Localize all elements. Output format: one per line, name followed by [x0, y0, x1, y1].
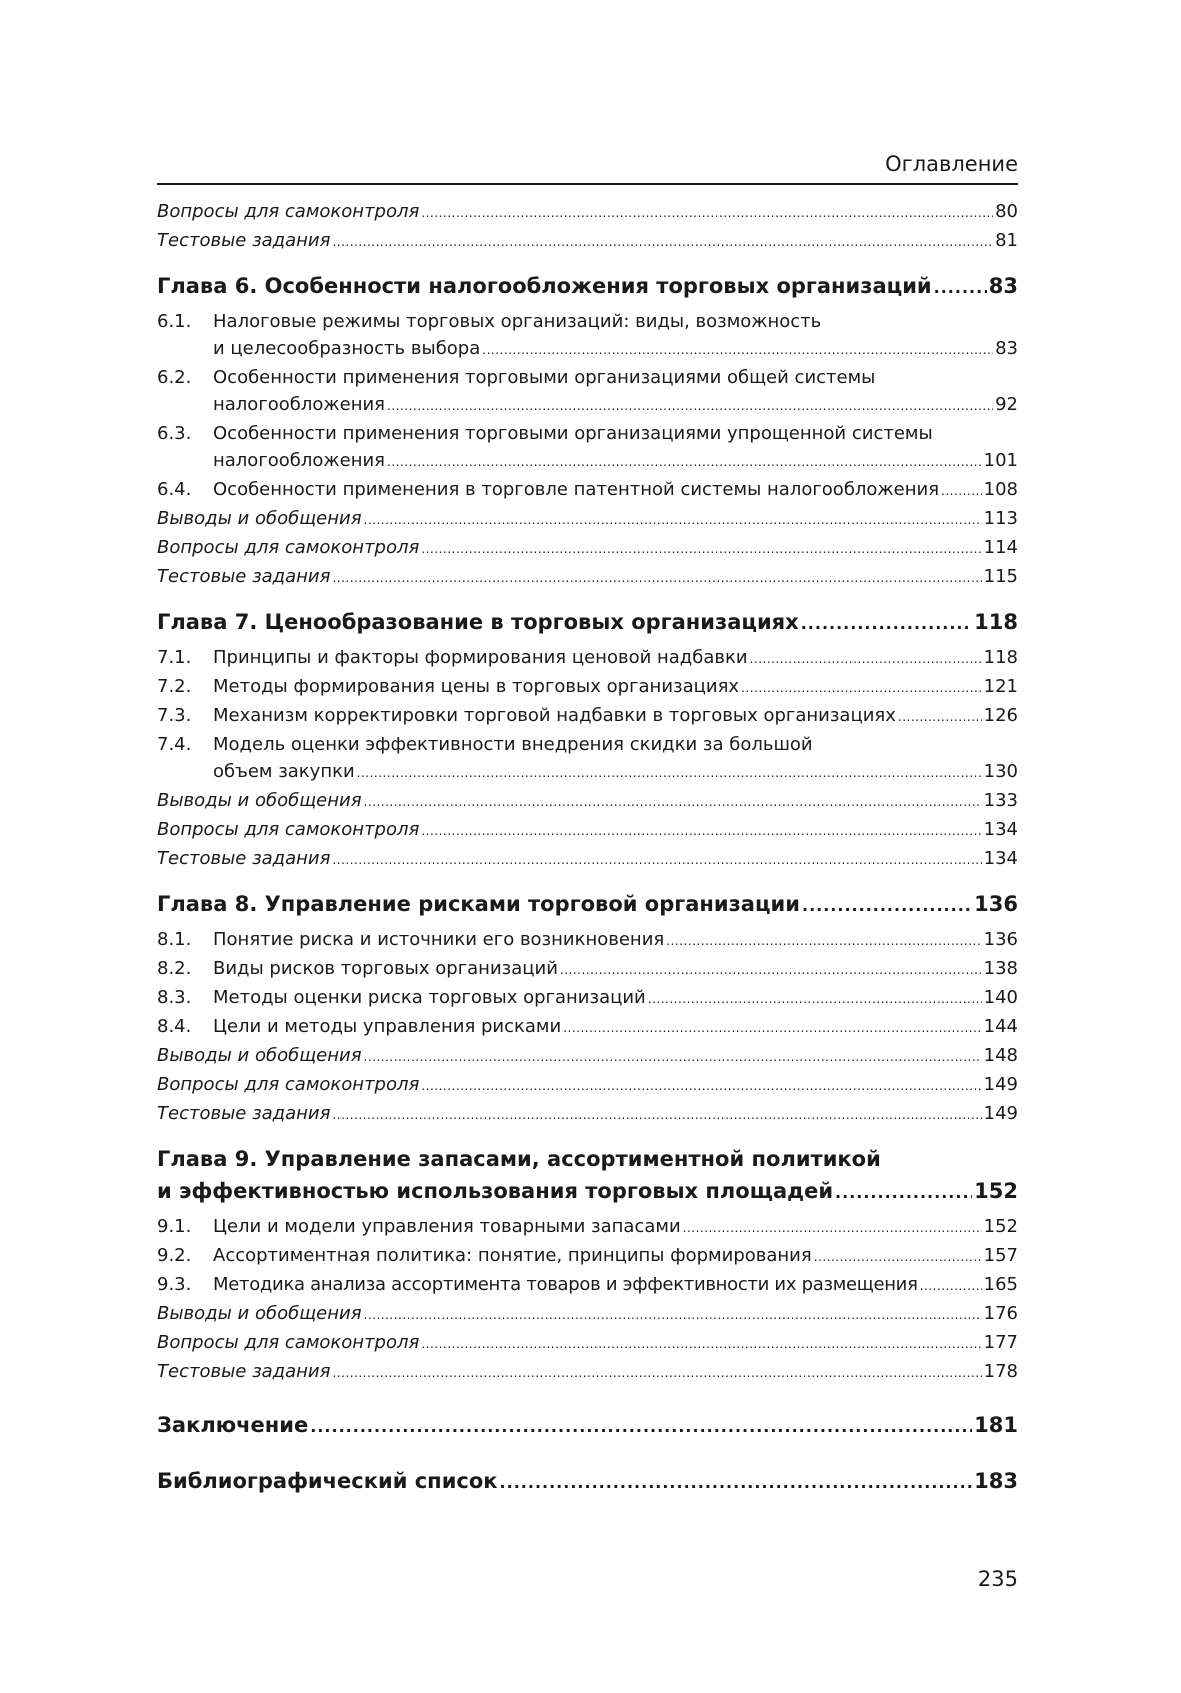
toc-entry-page: 149	[983, 1103, 1018, 1124]
section-title: Методика анализа ассортимента товаров и эффективности их размещения	[213, 1274, 918, 1295]
leader-dots	[364, 789, 982, 816]
chapter-page: 83	[988, 274, 1018, 298]
conclusion-page: 181	[974, 1413, 1018, 1437]
section-title: Механизм корректировки торговой надбавки в торговых организациях	[213, 705, 896, 726]
leader-dots	[332, 1102, 981, 1129]
leader-dots	[648, 986, 982, 1013]
section-title-cont: объем закупки	[213, 761, 355, 782]
bibliography-title: Библиографический список	[157, 1469, 498, 1493]
toc-entry-title: Вопросы для самоконтроля	[157, 1332, 420, 1353]
leader-dots	[563, 1015, 981, 1042]
toc-section-7-1[interactable]	[157, 644, 1018, 673]
section-title-cont: налогообложения	[213, 450, 386, 471]
toc-entry[interactable]	[157, 198, 1018, 227]
chapter-title: Глава 6. Особенности налогообложения торговых организаций	[157, 274, 932, 298]
section-title: Цели и модели управления товарными запасами	[213, 1216, 681, 1237]
toc-entry[interactable]	[157, 563, 1018, 592]
bibliography-page: 183	[974, 1469, 1018, 1493]
running-header	[157, 140, 1018, 185]
section-number: 6.4.	[157, 479, 192, 500]
leader-dots	[332, 847, 981, 874]
toc-entry[interactable]	[157, 1358, 1018, 1387]
leader-dots	[750, 646, 982, 673]
toc-conclusion[interactable]	[157, 1409, 1018, 1443]
toc-section-7-2[interactable]	[157, 673, 1018, 702]
toc-section-9-1[interactable]	[157, 1213, 1018, 1242]
leader-dots	[364, 1044, 982, 1071]
toc-entry-title: Тестовые задания	[157, 1361, 331, 1382]
chapter-title: Глава 9. Управление запасами, ассортиментной политикой	[157, 1147, 881, 1171]
section-number: 6.3.	[157, 423, 192, 444]
leader-dots	[802, 890, 972, 922]
chapter-page: 118	[974, 610, 1018, 634]
section-title-cont: и целесообразность выбора	[213, 338, 481, 359]
section-page: 157	[983, 1245, 1018, 1266]
toc-entry[interactable]	[157, 1300, 1018, 1329]
leader-dots	[364, 507, 982, 534]
toc-bibliography[interactable]	[157, 1465, 1018, 1499]
section-title: Принципы и факторы формирования ценовой надбавки	[213, 647, 748, 668]
toc-page	[157, 140, 1018, 1499]
toc-entry-title: Вопросы для самоконтроля	[157, 1074, 420, 1095]
toc-entry-page: 114	[983, 537, 1018, 558]
toc-chapter-6[interactable]	[157, 270, 1018, 304]
leader-dots	[310, 1411, 972, 1443]
leader-dots	[357, 760, 982, 787]
toc-entry-page: 178	[983, 1361, 1018, 1382]
leader-dots	[421, 200, 993, 227]
toc-entry-page: 133	[983, 790, 1018, 811]
leader-dots	[835, 1177, 972, 1209]
section-title: Виды рисков торговых организаций	[213, 958, 558, 979]
toc-chapter-7[interactable]	[157, 606, 1018, 640]
leader-dots	[500, 1467, 973, 1499]
leader-dots	[421, 818, 981, 845]
section-number: 6.1.	[157, 311, 192, 332]
section-page: 92	[995, 394, 1018, 415]
toc-chapter-8[interactable]	[157, 888, 1018, 922]
toc-section-6-3-line2[interactable]	[157, 447, 1018, 476]
section-number: 8.2.	[157, 958, 192, 979]
toc-chapter-9-line1[interactable]	[157, 1143, 1018, 1175]
section-title: Методы формирования цены в торговых организациях	[213, 676, 740, 697]
toc-entry[interactable]	[157, 1329, 1018, 1358]
chapter-title: Глава 7. Ценообразование в торговых организациях	[157, 610, 799, 634]
leader-dots	[560, 957, 982, 984]
leader-dots	[814, 1244, 982, 1271]
section-number: 9.1.	[157, 1216, 192, 1237]
section-title: Ассортиментная политика: понятие, принципы формирования	[213, 1245, 812, 1266]
section-number: 9.3.	[157, 1274, 192, 1295]
section-number: 7.3.	[157, 705, 192, 726]
leader-dots	[941, 478, 982, 505]
toc-section-7-3[interactable]	[157, 702, 1018, 731]
toc-entry-page: 80	[995, 201, 1018, 222]
section-number: 8.4.	[157, 1016, 192, 1037]
toc-entry-title: Вопросы для самоконтроля	[157, 819, 420, 840]
toc-entry-page: 113	[983, 508, 1018, 529]
chapter-title-cont: и эффективностью использования торговых площадей	[157, 1179, 834, 1203]
section-page: 152	[983, 1216, 1018, 1237]
section-page: 136	[983, 929, 1018, 950]
toc-section-6-4[interactable]	[157, 476, 1018, 505]
chapter-page: 136	[974, 892, 1018, 916]
toc-section-8-1[interactable]	[157, 926, 1018, 955]
toc-entry-page: 81	[995, 230, 1018, 251]
section-number: 7.4.	[157, 734, 192, 755]
toc-entry[interactable]	[157, 816, 1018, 845]
section-number: 8.3.	[157, 987, 192, 1008]
leader-dots	[666, 928, 981, 955]
running-header-title: Оглавление	[885, 152, 1018, 176]
leader-dots	[801, 608, 972, 640]
section-title: Особенности применения торговыми организациями общей системы	[213, 367, 876, 388]
toc-entry[interactable]	[157, 227, 1018, 256]
section-number: 6.2.	[157, 367, 192, 388]
section-title: Понятие риска и источники его возникновения	[213, 929, 665, 950]
toc-section-6-3-line1[interactable]	[157, 420, 1018, 447]
toc-entry-title: Выводы и обобщения	[157, 790, 362, 811]
toc-section-6-2-line1[interactable]	[157, 364, 1018, 391]
section-title: Налоговые режимы торговых организаций: виды, возможность	[213, 311, 822, 332]
conclusion-title: Заключение	[157, 1413, 309, 1437]
toc-section-7-4-line1[interactable]	[157, 731, 1018, 758]
toc-chapter-9-line2[interactable]	[157, 1175, 1018, 1209]
toc-entry-page: 134	[983, 819, 1018, 840]
toc-entry[interactable]	[157, 505, 1018, 534]
leader-dots	[898, 704, 982, 731]
section-page: 108	[983, 479, 1018, 500]
leader-dots	[683, 1215, 982, 1242]
section-page: 130	[983, 761, 1018, 782]
leader-dots	[387, 449, 982, 476]
toc-entry-page: 177	[983, 1332, 1018, 1353]
toc-entry-page: 134	[983, 848, 1018, 869]
toc-entry-title: Выводы и обобщения	[157, 1045, 362, 1066]
leader-dots	[421, 536, 981, 563]
leader-dots	[421, 1331, 981, 1358]
table-of-contents	[157, 198, 1018, 1499]
section-title-cont: налогообложения	[213, 394, 386, 415]
section-page: 126	[983, 705, 1018, 726]
section-page: 118	[983, 647, 1018, 668]
leader-dots	[482, 337, 993, 364]
toc-entry-page: 176	[983, 1303, 1018, 1324]
chapter-page: 152	[974, 1179, 1018, 1203]
section-page: 121	[983, 676, 1018, 697]
leader-dots	[332, 229, 993, 256]
toc-entry[interactable]	[157, 845, 1018, 874]
toc-entry-title: Тестовые задания	[157, 566, 331, 587]
section-title: Методы оценки риска торговых организаций	[213, 987, 646, 1008]
section-title: Особенности применения в торговле патентной системы налогообложения	[213, 479, 940, 500]
toc-section-6-2-line2[interactable]	[157, 391, 1018, 420]
leader-dots	[332, 565, 981, 592]
toc-entry-title: Вопросы для самоконтроля	[157, 201, 420, 222]
toc-section-9-2[interactable]	[157, 1242, 1018, 1271]
toc-section-8-4[interactable]	[157, 1013, 1018, 1042]
chapter-title: Глава 8. Управление рисками торговой организации	[157, 892, 800, 916]
section-page: 144	[983, 1016, 1018, 1037]
section-title: Цели и методы управления рисками	[213, 1016, 562, 1037]
leader-dots	[364, 1302, 982, 1329]
leader-dots	[934, 272, 987, 304]
section-number: 8.1.	[157, 929, 192, 950]
leader-dots	[387, 393, 993, 420]
toc-entry[interactable]	[157, 1100, 1018, 1129]
section-page: 140	[983, 987, 1018, 1008]
toc-entry-page: 115	[983, 566, 1018, 587]
section-number: 7.1.	[157, 647, 192, 668]
toc-entry[interactable]	[157, 787, 1018, 816]
section-page: 83	[995, 338, 1018, 359]
leader-dots	[421, 1073, 981, 1100]
toc-section-6-1-line2[interactable]	[157, 335, 1018, 364]
section-number: 9.2.	[157, 1245, 192, 1266]
leader-dots	[332, 1360, 981, 1387]
toc-entry[interactable]	[157, 1071, 1018, 1100]
toc-entry-title: Вопросы для самоконтроля	[157, 537, 420, 558]
toc-entry-page: 149	[983, 1074, 1018, 1095]
toc-entry-title: Тестовые задания	[157, 1103, 331, 1124]
leader-dots	[920, 1273, 982, 1300]
toc-section-6-1-line1[interactable]	[157, 308, 1018, 335]
section-number: 7.2.	[157, 676, 192, 697]
toc-section-8-3[interactable]	[157, 984, 1018, 1013]
toc-section-9-3[interactable]	[157, 1271, 1018, 1300]
section-page: 138	[983, 958, 1018, 979]
toc-entry[interactable]	[157, 1042, 1018, 1071]
toc-entry-title: Выводы и обобщения	[157, 1303, 362, 1324]
toc-section-8-2[interactable]	[157, 955, 1018, 984]
toc-entry-page: 148	[983, 1045, 1018, 1066]
toc-entry-title: Тестовые задания	[157, 230, 331, 251]
section-title: Особенности применения торговыми организациями упрощенной системы	[213, 423, 933, 444]
page-number: 235	[977, 1567, 1018, 1591]
section-page: 165	[983, 1274, 1018, 1295]
toc-entry[interactable]	[157, 534, 1018, 563]
section-page: 101	[983, 450, 1018, 471]
toc-section-7-4-line2[interactable]	[157, 758, 1018, 787]
section-title: Модель оценки эффективности внедрения скидки за большой	[213, 734, 813, 755]
toc-entry-title: Тестовые задания	[157, 848, 331, 869]
toc-entry-title: Выводы и обобщения	[157, 508, 362, 529]
leader-dots	[741, 675, 982, 702]
